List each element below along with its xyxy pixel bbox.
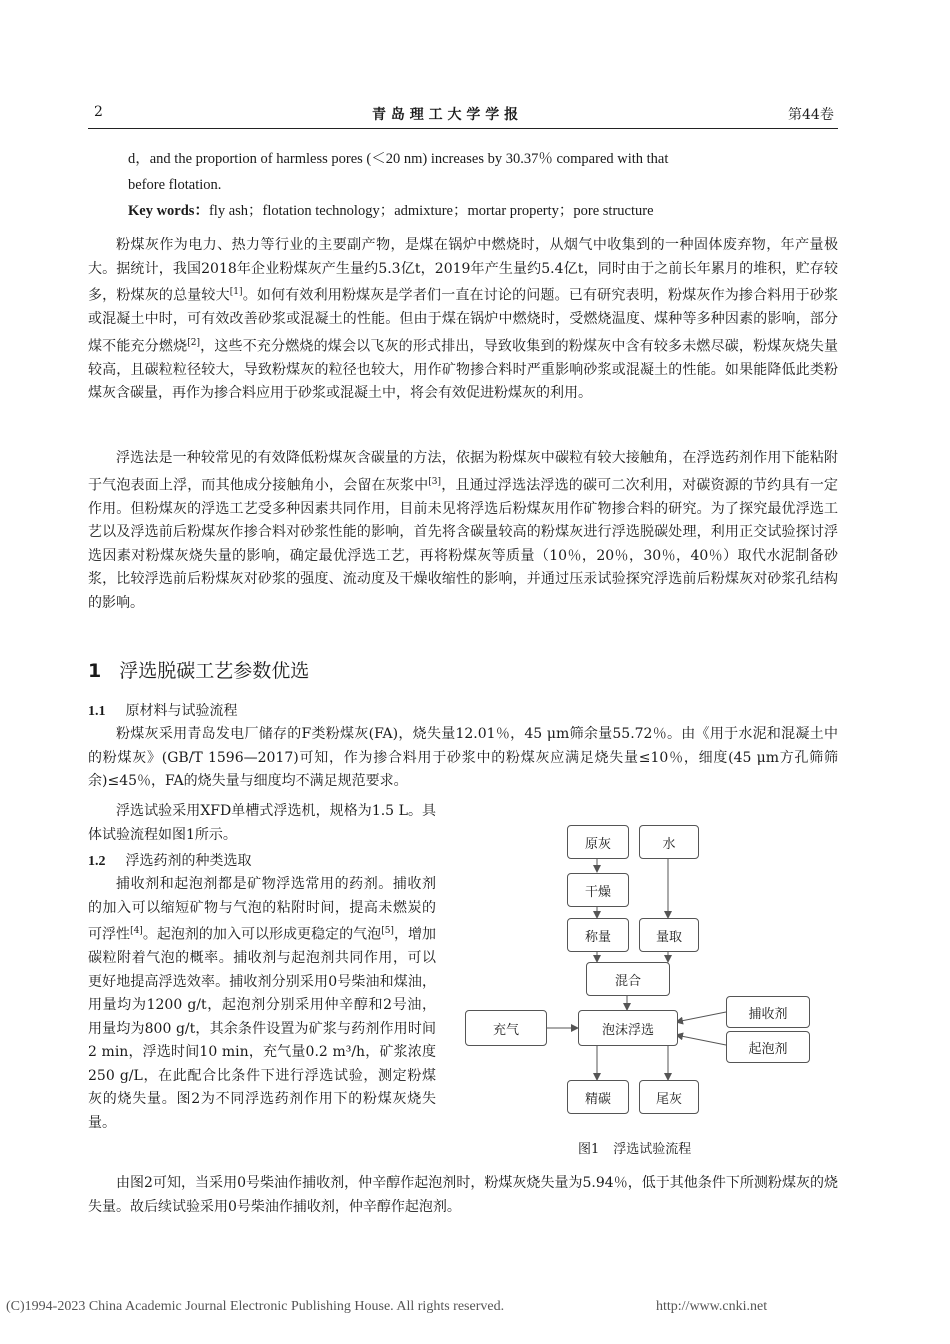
flow-node-raw-ash: 原灰 bbox=[567, 825, 629, 859]
citation-1: [1] bbox=[229, 287, 243, 297]
subsection-1-2-title: 浮选药剂的种类选取 bbox=[125, 853, 252, 869]
arrow-frother-to-froth bbox=[676, 1035, 726, 1045]
abstract-line-1: d，and the proportion of harmless pores (＜20 nm) increases by 30.37％ compared with that bbox=[128, 151, 669, 167]
subsection-1-2-number: 1.2 bbox=[88, 854, 106, 869]
citation-4: [4] bbox=[130, 926, 143, 936]
subsection-1-1-paragraph-1: 粉煤灰采用青岛发电厂储存的F类粉煤灰(FA)，烧失量12.01％，45 μm筛余量55.72％。由《用于水泥和混凝土中的粉煤灰》(GB/T 1596—2017)可知，作为掺合料用于砂浆中的粉煤灰应满足烧失量≤10％，细度(45 μm方孔筛筛余)≤45％，FA的烧失量与细度均不满足规范要求。 bbox=[88, 726, 838, 789]
figure-1-caption bbox=[578, 1138, 691, 1157]
flow-node-aeration: 充气 bbox=[465, 1010, 547, 1046]
keywords-text: fly ash；flotation technology；admixture；mortar property；pore structure bbox=[208, 203, 654, 219]
intro-p2-part-a: 浮选法是一种较常见的有效降低粉煤灰含碳量的方法，依据为粉煤灰中碳粒有较大接触角，在浮选药剂作用下能粘附于气泡表面上浮，而其他成分接触角小，会留在灰浆中 bbox=[88, 450, 838, 494]
subsection-1-1-number: 1.1 bbox=[88, 704, 106, 719]
intro-p1-part-b: 。如何有效利用粉煤灰是学者们一直在讨论的问题。已有研究表明，粉煤灰作为掺合料用于砂浆或混凝土中时，可有效改善砂浆或混凝土的性能。但由于煤在锅炉中燃烧时，受燃烧温度、煤种等多种因素的影响，部分煤不能充分燃烧 bbox=[88, 287, 838, 355]
intro-p2-part-b: ，且通过浮选法浮选的碳可二次利用，对碳资源的节约具有一定作用。但粉煤灰的浮选工艺受多种因素共同作用，目前未见将浮选后粉煤灰用作矿物掺合料的研究。为了探究最优浮选工艺以及浮选前后粉煤灰作掺合料对砂浆性能的影响，首先将含碳量较高的粉煤灰进行浮选脱碳处理，利用正交试验探讨浮选因素对粉煤灰烧失量的影响，确定最优浮选工艺，再将粉煤灰等质量（10％，20％，30％，40％）取代水泥制备砂浆，比较浮选前后粉煤灰对砂浆的强度、流动度及干燥收缩性的影响，并通过压汞试验探究浮选前后粉煤灰对砂浆孔结构的影响。 bbox=[88, 477, 839, 611]
volume-label: 第44卷 bbox=[788, 107, 834, 123]
citation-3: [3] bbox=[428, 476, 442, 487]
subsection-1-2-paragraph-2: 由图2可知，当采用0号柴油作捕收剂，仲辛醇作起泡剂时，粉煤灰烧失量为5.94％，低于其他条件下所测粉煤灰的烧失量。故后续试验采用0号柴油作捕收剂，仲辛醇作起泡剂。 bbox=[88, 1175, 838, 1215]
citation-2: [2] bbox=[187, 337, 200, 348]
intro-p1-part-c: ，这些不充分燃烧的煤会以飞灰的形式排出，导致收集到的粉煤灰中含有较多未燃尽碳，粉煤灰烧失量较高，且碳粒粒径较大，导致粉煤灰的粒径也较大，用作矿物掺合料时严重影响砂浆或混凝土的性能。如果能降低此类粉煤灰含碳量，再作为掺合料应用于砂浆或混凝土中，将会有效促进粉煤灰的利用。 bbox=[88, 338, 839, 402]
arrow-collector-to-froth bbox=[676, 1012, 726, 1022]
flow-node-measure: 量取 bbox=[639, 918, 699, 952]
flow-node-mix: 混合 bbox=[586, 962, 670, 996]
copyright-notice: (C)1994-2023 China Academic Journal Electronic Publishing House. All rights reserved. bbox=[6, 1299, 505, 1314]
flow-node-weigh: 称量 bbox=[567, 918, 629, 952]
flow-node-collector: 捕收剂 bbox=[726, 996, 810, 1028]
subsection-1-1-title: 原材料与试验流程 bbox=[125, 703, 238, 719]
flow-node-froth-flotation: 泡沫浮选 bbox=[578, 1010, 678, 1046]
section-1-number: 1 bbox=[88, 660, 102, 682]
flow-node-water: 水 bbox=[639, 825, 699, 859]
subsection-1-1-paragraph-2: 浮选试验采用XFD单槽式浮选机，规格为1.5 L。具体试验流程如图1所示。 bbox=[88, 803, 436, 843]
s12-p1-part-a: 捕收剂和起泡剂都是矿物浮选常用的药剂。捕收剂的加入可以缩短矿物与气泡的粘附时间，提高未燃炭的可浮性 bbox=[88, 876, 436, 943]
s12-p1-part-c: ，增加碳粒附着气泡的概率。捕收剂与起泡剂共同作用，可以更好地提高浮选效率。捕收剂分别采用0号柴油和煤油，用量均为1200 g/t，起泡剂分别采用仲辛醇和2号油，用量均为800 g/t，其余条件设置为矿浆与药剂作用时间2 min，浮选时间10 min，充气量0.2 m³/h，矿浆浓度250 g/L，在此配合比条件下进行浮选试验，测定粉煤灰的烧失量。图2为不同浮选药剂作用下的粉煤灰烧失量。 bbox=[88, 926, 436, 1131]
figure-1-label: 图1 bbox=[578, 1142, 600, 1157]
flow-node-tailings: 尾灰 bbox=[639, 1080, 699, 1114]
s12-p1-part-b: 。起泡剂的加入可以形成更稳定的气泡 bbox=[142, 926, 382, 943]
citation-5: [5] bbox=[381, 926, 394, 936]
flow-node-concentrate: 精碳 bbox=[567, 1080, 629, 1114]
keywords-label: Key words： bbox=[128, 203, 209, 219]
page-number: 2 bbox=[94, 104, 103, 120]
abstract-line-2: before flotation. bbox=[128, 177, 222, 193]
journal-title: 青 岛 理 工 大 学 学 报 bbox=[372, 107, 519, 123]
cnki-link[interactable]: http://www.cnki.net bbox=[656, 1299, 768, 1314]
intro-p1-part-a: 粉煤灰作为电力、热力等行业的主要副产物，是煤在锅炉中燃烧时，从烟气中收集到的一种固体废弃物，年产量极大。据统计，我国2018年企业粉煤灰产生量约5.3亿t，2019年产生量约5.4亿t，同时由于之前长年累月的堆积，贮存较多，粉煤灰的总量较大 bbox=[88, 237, 838, 304]
section-1-title: 浮选脱碳工艺参数优选 bbox=[119, 660, 310, 682]
flow-node-frother: 起泡剂 bbox=[726, 1031, 810, 1063]
figure-1-caption-text: 浮选试验流程 bbox=[613, 1142, 692, 1157]
flow-node-dry: 干燥 bbox=[567, 873, 629, 907]
